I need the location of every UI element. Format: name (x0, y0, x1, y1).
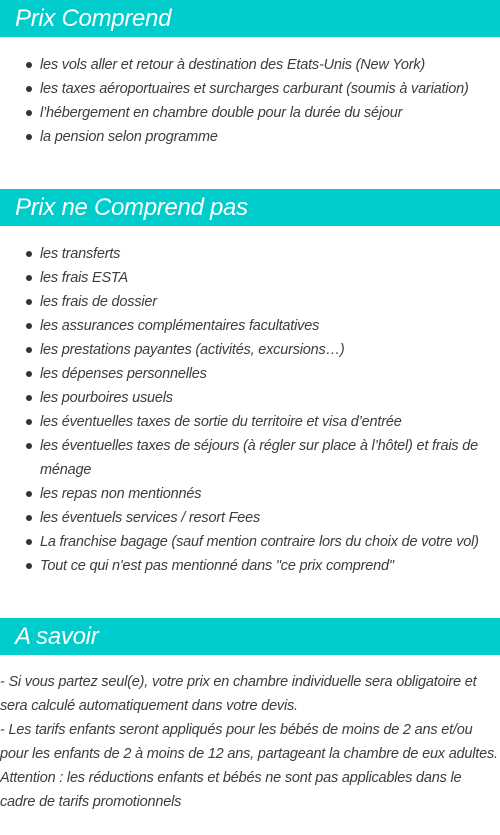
info-paragraph: - Les tarifs enfants seront appliqués pour les bébés de moins de 2 ans et/ou pour les enfants de 2 à moins de 12 ans, partageant la chambre de eux adultes. (0, 722, 498, 762)
section-header (0, 0, 500, 37)
bullet-icon (26, 443, 32, 449)
list-item-text: les dépenses personnelles (40, 366, 207, 382)
excluded-list (0, 242, 500, 578)
list-item (26, 101, 490, 125)
section-header (0, 189, 500, 226)
list-item-text: les frais ESTA (40, 270, 128, 286)
section-title: Prix ne Comprend pas (15, 193, 248, 221)
list-item-text: Tout ce qui n'est pas mentionné dans "ce prix comprend" (40, 558, 394, 574)
info-paragraph: Attention : les réductions enfants et bébés ne sont pas applicables dans le cadre de tarifs promotionnels (0, 770, 462, 810)
bullet-icon (26, 110, 32, 116)
list-item (26, 434, 490, 482)
list-item (26, 506, 490, 530)
list-item (26, 482, 490, 506)
list-item (26, 125, 490, 149)
included-list (0, 53, 500, 149)
bullet-icon (26, 419, 32, 425)
section-prix-comprend (0, 0, 500, 149)
bullet-icon (26, 251, 32, 257)
section-title: Prix Comprend (15, 4, 172, 32)
list-item (26, 362, 490, 386)
list-item-text: les assurances complémentaires facultatives (40, 318, 320, 334)
list-item-text: les éventuelles taxes de sortie du territoire et visa d’entrée (40, 414, 402, 430)
bullet-icon (26, 62, 32, 68)
section-a-savoir (0, 618, 500, 814)
section-prix-ne-comprend-pas (0, 189, 500, 578)
list-item (26, 410, 490, 434)
bullet-icon (26, 563, 32, 569)
list-item (26, 314, 490, 338)
bullet-icon (26, 539, 32, 545)
list-item (26, 386, 490, 410)
bullet-icon (26, 347, 32, 353)
list-item-text: les vols aller et retour à destination des Etats-Unis (New York) (40, 57, 426, 73)
section-header (0, 618, 500, 655)
section-title: A savoir (15, 622, 99, 650)
bullet-icon (26, 491, 32, 497)
bullet-icon (26, 515, 32, 521)
list-item (26, 242, 490, 266)
bullet-icon (26, 371, 32, 377)
list-item-text: les prestations payantes (activités, excursions…) (40, 342, 345, 358)
list-item (26, 77, 490, 101)
list-item (26, 530, 490, 554)
bullet-icon (26, 299, 32, 305)
list-item (26, 290, 490, 314)
info-paragraph: - Si vous partez seul(e), votre prix en chambre individuelle sera obligatoire et sera calculé automatiquement dans votre devis. (0, 674, 477, 714)
list-item-text: les repas non mentionnés (40, 486, 202, 502)
list-item (26, 338, 490, 362)
list-item (26, 554, 490, 578)
list-item (26, 53, 490, 77)
bullet-icon (26, 86, 32, 92)
bullet-icon (26, 323, 32, 329)
list-item-text: les pourboires usuels (40, 390, 173, 406)
list-item-text: la pension selon programme (40, 129, 218, 145)
list-item-text: les éventuelles taxes de séjours (à régler sur place à l’hôtel) et frais de ménage (40, 438, 478, 478)
list-item-text: les frais de dossier (40, 294, 157, 310)
bullet-icon (26, 134, 32, 140)
list-item-text: les taxes aéroportuaires et surcharges carburant (soumis à variation) (40, 81, 469, 97)
list-item-text: l’hébergement en chambre double pour la durée du séjour (40, 105, 403, 121)
list-item-text: La franchise bagage (sauf mention contraire lors du choix de votre vol) (40, 534, 479, 550)
list-item-text: les éventuels services / resort Fees (40, 510, 261, 526)
info-text (0, 670, 500, 814)
bullet-icon (26, 275, 32, 281)
list-item (26, 266, 490, 290)
list-item-text: les transferts (40, 246, 121, 262)
bullet-icon (26, 395, 32, 401)
